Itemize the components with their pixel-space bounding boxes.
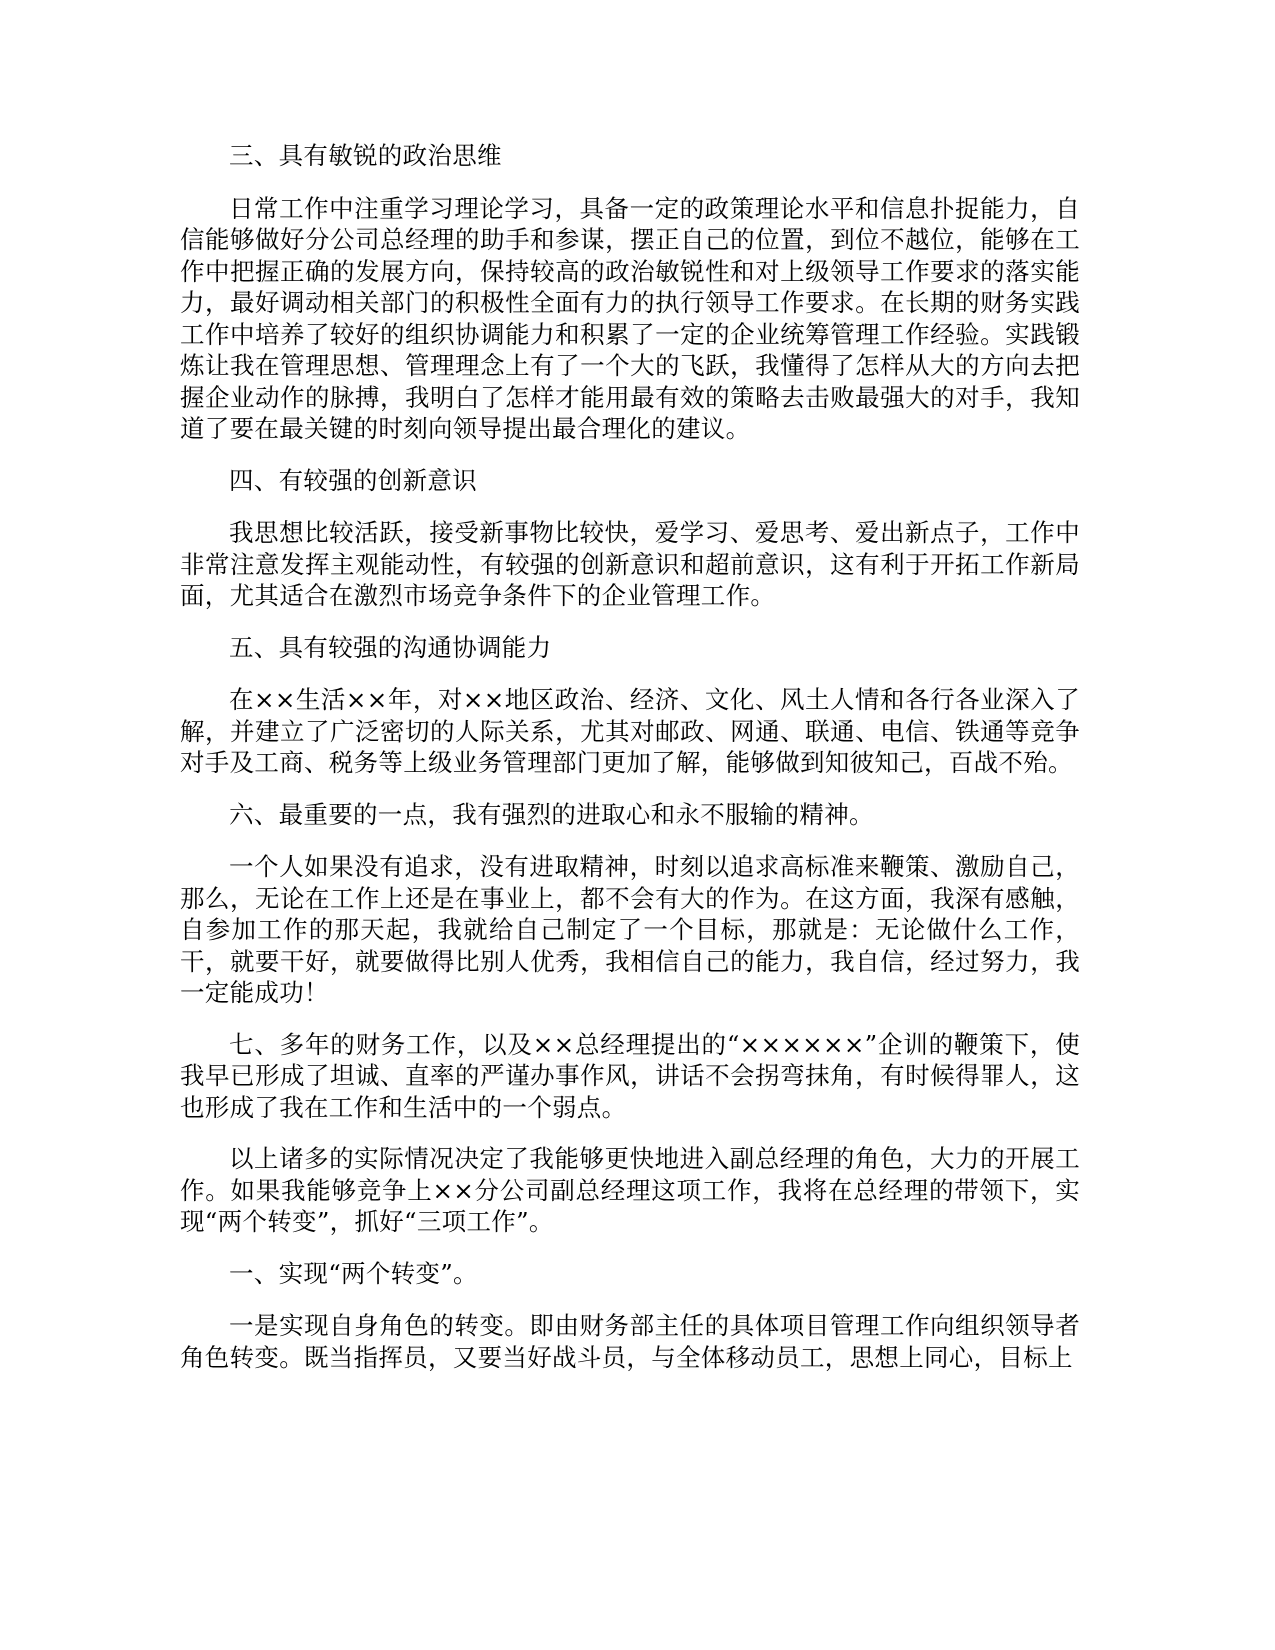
body-paragraph: 在××生活××年，对××地区政治、经济、文化、风土人情和各行各业深入了解，并建立了广泛密切的人际关系，尤其对邮政、网通、联通、电信、铁通等竞争对手及工商、税务等上级业务管理部门更加了解，能够做到知彼知己，百战不殆。: [180, 685, 1080, 777]
body-paragraph: 日常工作中注重学习理论学习，具备一定的政策理论水平和信息扑捉能力，自信能够做好分公司总经理的助手和参谋，摆正自己的位置，到位不越位，能够在工作中把握正确的发展方向，保持较高的政治敏锐性和对上级领导工作要求的落实能力，最好调动相关部门的积极性全面有力的执行领导工作要求。在长期的财务实践工作中培养了较好的组织协调能力和积累了一定的企业统筹管理工作经验。实践锻炼让我在管理思想、管理理念上有了一个大的飞跃，我懂得了怎样从大的方向去把握企业动作的脉搏，我明白了怎样才能用最有效的策略去击败最强大的对手，我知道了要在最关键的时刻向领导提出最合理化的建议。: [180, 193, 1080, 443]
body-paragraph: 七、多年的财务工作，以及××总经理提出的“××××××”企训的鞭策下，使我早已形成了坦诚、直率的严谨办事作风，讲话不会拐弯抹角，有时候得罪人，这也形成了我在工作和生活中的一个弱点。: [180, 1029, 1080, 1122]
body-paragraph: 我思想比较活跃，接受新事物比较快，爱学习、爱思考、爱出新点子，工作中非常注意发挥主观能动性，有较强的创新意识和超前意识，这有利于开拓工作新局面，尤其适合在激烈市场竞争条件下的企业管理工作。: [180, 518, 1080, 610]
body-paragraph: 一是实现自身角色的转变。即由财务部主任的具体项目管理工作向组织领导者角色转变。既当指挥员，又要当好战斗员，与全体移动员工，思想上同心，目标上: [180, 1311, 1080, 1372]
section-heading-6: 六、最重要的一点，我有强烈的进取心和永不服输的精神。: [229, 799, 874, 829]
body-paragraph: 一个人如果没有追求，没有进取精神，时刻以追求高标准来鞭策、激励自己，那么，无论在工作上还是在事业上，都不会有大的作为。在这方面，我深有感触，自参加工作的那天起，我就给自己制定了一个目标，那就是：无论做什么工作，干，就要干好，就要做得比别人优秀，我相信自己的能力，我自信，经过努力，我一定能成功！: [180, 852, 1080, 1007]
section-heading-3: 三、具有敏锐的政治思维: [229, 141, 502, 170]
section-heading-transition: 一、实现“两个转变”。: [229, 1258, 478, 1288]
section-heading-4: 四、有较强的创新意识: [229, 465, 477, 495]
document-page: [180, 140, 1080, 1393]
body-paragraph: 以上诸多的实际情况决定了我能够更快地进入副总经理的角色，大力的开展工作。如果我能够竞争上××分公司副总经理这项工作，我将在总经理的带领下，实现“两个转变”，抓好“三项工作”。: [180, 1144, 1080, 1236]
section-heading-5: 五、具有较强的沟通协调能力: [229, 632, 552, 662]
